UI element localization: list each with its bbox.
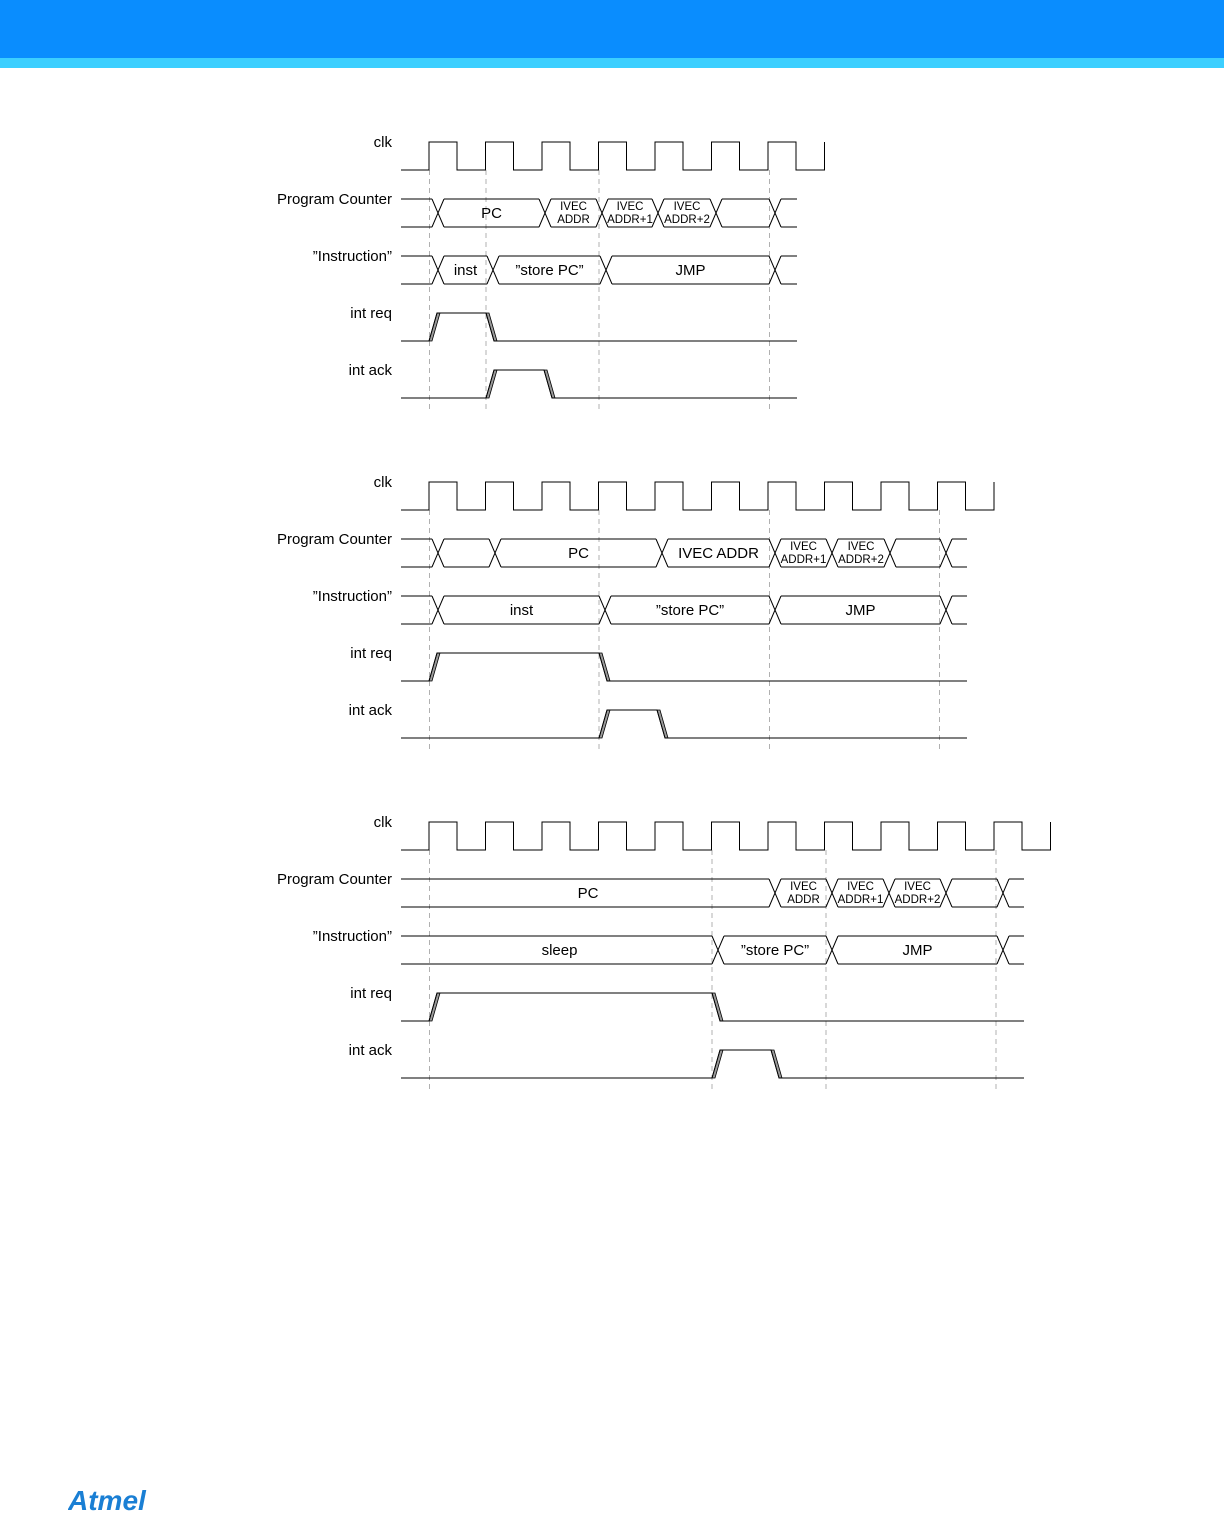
program-counter-label: Program Counter [276,871,392,888]
instruction-value: ”store PC” [655,602,725,619]
int-ack-label: int ack [348,1042,392,1059]
program-counter-label: Program Counter [276,531,392,548]
program-counter-value: IVEC [673,201,701,213]
int-req-label: int req [350,645,392,662]
program-counter-value: ADDR+2 [664,214,710,226]
instruction-value: sleep [541,942,578,959]
timing-diagram-3 [277,814,1051,1090]
instruction-value: inst [453,262,478,279]
program-counter-value: IVEC [616,201,644,213]
clk-label: clk [373,474,392,491]
int-ack-waveform [401,370,797,398]
program-counter-value: ADDR+2 [894,894,941,906]
program-counter-label: Program Counter [276,191,392,208]
int-ack-waveform [401,1050,1024,1078]
program-counter-value: PC [568,545,589,562]
clk-label: clk [373,134,392,151]
program-counter-value: IVEC [904,881,931,893]
program-counter-value: IVEC [847,541,875,553]
clk-waveform [401,482,994,510]
program-counter-value: IVEC ADDR [678,545,759,562]
instruction-value: JMP [845,602,876,619]
program-counter-value: PC [481,205,502,222]
program-counter-value: ADDR [787,894,820,906]
program-counter-value: ADDR [557,214,590,226]
int-ack-label: int ack [348,702,392,719]
instruction-value: JMP [675,262,706,279]
clk-waveform [401,142,825,170]
clk-waveform [401,822,1051,850]
program-counter-value: IVEC [790,881,817,893]
instruction-value: inst [509,602,534,619]
int-req-label: int req [350,985,392,1002]
program-counter-value: IVEC [560,201,587,213]
program-counter-value: ADDR+2 [838,554,884,566]
program-counter-value: PC [577,885,599,902]
clk-label: clk [373,814,392,831]
int-ack-label: int ack [348,362,392,379]
program-counter-value: ADDR+1 [607,214,653,226]
program-counter-waveform [401,199,797,227]
instruction-label: ”Instruction” [312,248,392,265]
int-req-label: int req [350,305,392,322]
program-counter-value: ADDR+1 [780,554,827,566]
instruction-value: ”store PC” [740,942,810,959]
program-counter-value: IVEC [790,541,817,553]
instruction-label: ”Instruction” [312,928,392,945]
int-ack-waveform [401,710,967,738]
timing-diagram-2 [277,474,994,750]
instruction-value: JMP [902,942,933,959]
instruction-value: ”store PC” [515,262,584,279]
atmel-logo-text: Atmel [68,1485,146,1516]
program-counter-value: ADDR+1 [837,894,884,906]
instruction-label: ”Instruction” [312,588,392,605]
program-counter-value: IVEC [847,881,874,893]
timing-diagram-1 [277,134,825,410]
int-req-waveform [401,653,967,681]
